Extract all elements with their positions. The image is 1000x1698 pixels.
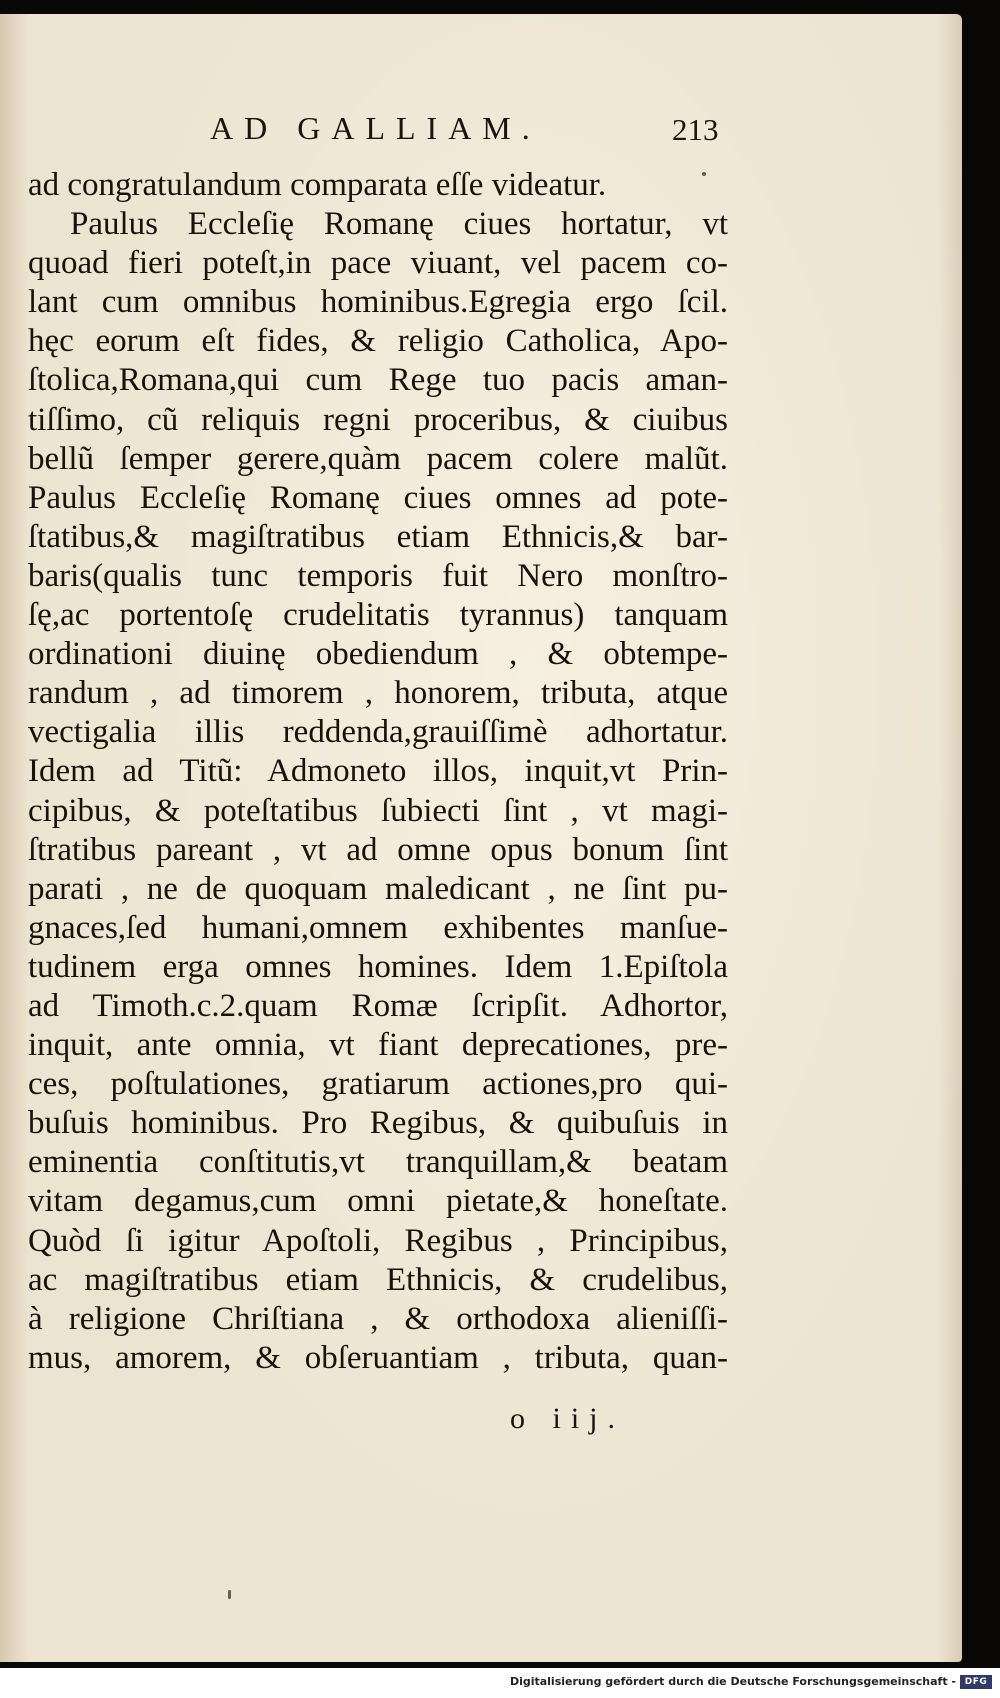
running-title: AD GALLIAM. — [210, 110, 541, 146]
text-line: Paulus Eccleſię Romanę ciues hortatur, vt — [70, 206, 728, 243]
running-head — [0, 110, 962, 154]
text-line: baris(qualis tunc temporis fuit Nero monſtro- — [28, 557, 728, 594]
text-line: inquit, ante omnia, vt fiant deprecationes, pre- — [28, 1027, 728, 1064]
text-line: ad Timoth.c.2.quam Romæ ſcripſit. Adhortor, — [28, 987, 728, 1024]
text-line: Idem ad Titũ: Admoneto illos, inquit,vt Prin- — [28, 753, 728, 790]
footer-bar — [0, 1668, 1000, 1698]
body-text — [28, 166, 728, 1378]
text-line: lant cum omnibus hominibus.Egregia ergo ſcil. — [28, 284, 728, 321]
book-page — [0, 14, 962, 1662]
text-line: tiſſimo, cũ reliquis regni proceribus, & ciuibus — [28, 401, 728, 438]
text-line: buſuis hominibus. Pro Regibus, & quibuſuis in — [28, 1105, 728, 1142]
text-line: hęc eorum eſt fides, & religio Catholica, Apo- — [28, 323, 728, 360]
text-line: ac magiſtratibus etiam Ethnicis, & crudelibus, — [28, 1261, 728, 1298]
text-line: eminentia conſtitutis,vt tranquillam,& beatam — [28, 1144, 728, 1181]
text-line: Quòd ſi igitur Apoſtoli, Regibus , Principibus, — [28, 1222, 728, 1259]
text-line: ſtratibus pareant , vt ad omne opus bonum ſint — [28, 831, 728, 868]
text-line: randum , ad timorem , honorem, tributa, atque — [28, 675, 728, 712]
text-line: parati , ne de quoquam maledicant , ne ſint pu- — [28, 870, 728, 907]
text-line: cipibus, & poteſtatibus ſubiecti ſint , vt magi- — [28, 792, 728, 829]
funding-credit: Digitalisierung gefördert durch die Deutsche Forschungsgemeinschaft - — [509, 1675, 956, 1688]
text-line: ſę,ac portentoſę crudelitatis tyrannus) tanquam — [28, 597, 728, 634]
text-line: gnaces,ſed humani,omnem exhibentes manſue- — [28, 909, 728, 946]
text-line: ſtatibus,& magiſtratibus etiam Ethnicis,& bar- — [28, 518, 728, 555]
text-line: ces, poſtulationes, gratiarum actiones,pro qui- — [28, 1066, 728, 1103]
text-line: ordinationi diuinę obediendum , & obtempe- — [28, 636, 728, 673]
text-line: Paulus Eccleſię Romanę ciues omnes ad pote- — [28, 479, 728, 516]
text-line: vectigalia illis reddenda,grauiſſimè adhortatur. — [28, 714, 728, 751]
text-line: quoad fieri poteſt,in pace viuant, vel pacem co- — [28, 245, 728, 282]
text-line: à religione Chriſtiana , & orthodoxa alieniſſi- — [28, 1300, 728, 1337]
paper-speck — [702, 172, 706, 176]
text-line: bellũ ſemper gerere,quàm pacem colere malũt. — [28, 440, 728, 477]
text-line: mus, amorem, & obſeruantiam , tributa, quan- — [28, 1339, 728, 1376]
signature-mark: o iij. — [510, 1402, 626, 1435]
page-number: 213 — [672, 112, 719, 147]
paper-speck — [228, 1590, 231, 1599]
text-line: ſtolica,Romana,qui cum Rege tuo pacis aman- — [28, 362, 728, 399]
text-line: tudinem erga omnes homines. Idem 1.Epiſtola — [28, 948, 728, 985]
text-line: ad congratulandum comparata eſſe videatur. — [28, 167, 607, 203]
dfg-logo: DFG — [960, 1675, 992, 1689]
text-line: vitam degamus,cum omni pietate,& honeſtate. — [28, 1183, 728, 1220]
